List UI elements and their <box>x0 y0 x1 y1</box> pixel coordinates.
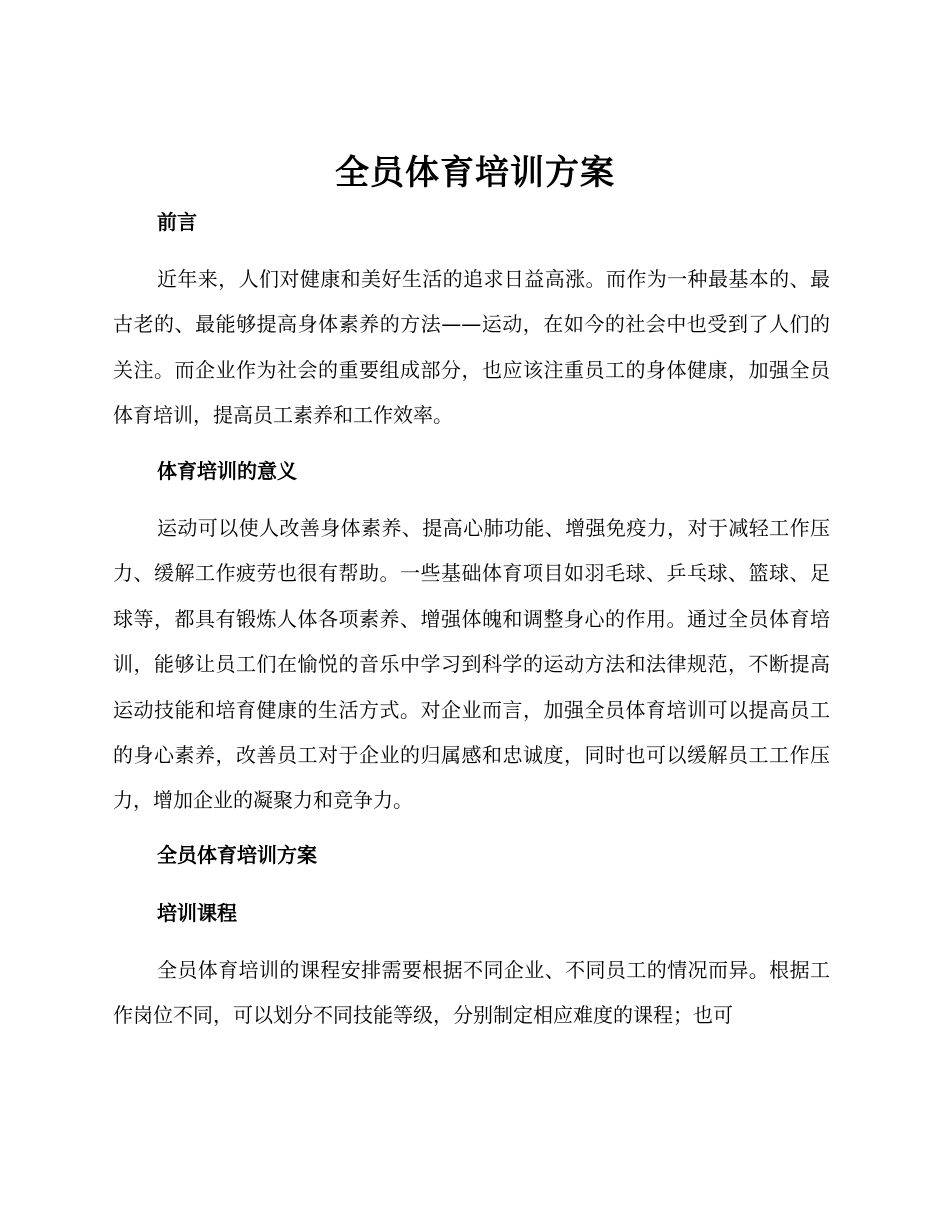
section-heading-course: 培训课程 <box>157 901 237 925</box>
section-paragraph-preface: 近年来，人们对健康和美好生活的追求日益高涨。而作为一种最基本的、最古老的、最能够提高身体素养的方法——运动，在如今的社会中也受到了人们的关注。而企业作为社会的重要组成部分，也应该注重员工的身体健康，加强全员体育培训，提高员工素养和工作效率。 <box>113 267 830 428</box>
document-title: 全员体育培训方案 <box>335 153 615 193</box>
section-heading-plan: 全员体育培训方案 <box>157 843 317 867</box>
section-paragraph-course: 全员体育培训的课程安排需要根据不同企业、不同员工的情况而异。根据工作岗位不同，可以划分不同技能等级，分别制定相应难度的课程；也可 <box>113 958 830 1028</box>
section-heading-preface: 前言 <box>157 210 197 234</box>
section-paragraph-meaning: 运动可以使人改善身体素养、提高心肺功能、增强免疫力，对于减轻工作压力、缓解工作疲劳也很有帮助。一些基础体育项目如羽毛球、乒乓球、篮球、足球等，都具有锻炼人体各项素养、增强体魄和调整身心的作用。通过全员体育培训，能够让员工们在愉悦的音乐中学习到科学的运动方法和法律规范，不断提高运动技能和培育健康的生活方式。对企业而言，加强全员体育培训可以提高员工的身心素养，改善员工对于企业的归属感和忠诚度，同时也可以缓解员工工作压力，增加企业的凝聚力和竞争力。 <box>113 516 830 813</box>
section-heading-meaning: 体育培训的意义 <box>157 459 297 483</box>
